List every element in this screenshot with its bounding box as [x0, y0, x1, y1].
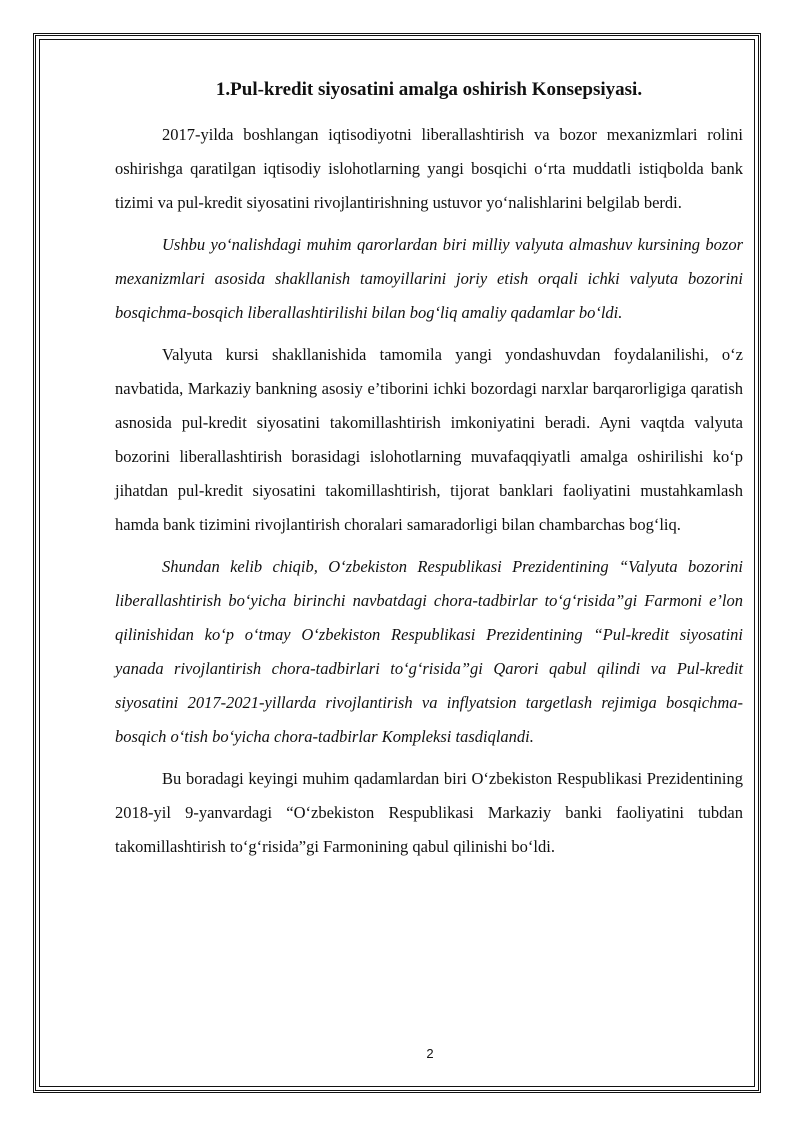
page-content	[115, 70, 743, 872]
document-title: 1.Pul-kredit siyosatini amalga oshirish Konsepsiyasi.	[215, 79, 643, 100]
paragraph-2: Ushbu yo‘nalishdagi muhim qarorlardan biri milliy valyuta almashuv kursining bozor mexanizmlari asosida shakllanish tamoyillarini joriy etish orqali ichki valyuta bozorini bosqichma-bosqich liberallashtirilishi bilan bog‘liq amaliy qadamlar bo‘ldi.	[115, 235, 743, 322]
paragraph-3: Valyuta kursi shakllanishida tamomila yangi yondashuvdan foydalanilishi, o‘z navbatida, Markaziy bankning asosiy e’tiborini ichki bozordagi narxlar barqarorligiga qaratish asnosida pul-kredit siyosatini takomillashtirish imkoniyatini beradi. Ayni vaqtda valyuta bozorini liberallashtirish borasidagi islohotlarning muvafaqqiyatli amalga oshirilishi ko‘p jihatdan pul-kredit siyosatini takomillashtirish, tijorat banklari faoliyatini mustahkamlash hamda bank tizimini rivojlantirish choralari samaradorligi bilan chambarchas bog‘liq.	[115, 345, 743, 534]
paragraph-1: 2017-yilda boshlangan iqtisodiyotni liberallashtirish va bozor mexanizmlari rolini oshirishga qaratilgan iqtisodiy islohotlarning yangi bosqichi o‘rta muddatli istiqbolda bank tizimi va pul-kredit siyosatini rivojlantirishning ustuvor yo‘nalishlarini belgilab berdi.	[115, 125, 743, 212]
page-number: 2	[426, 1046, 434, 1061]
paragraph-5: Bu boradagi keyingi muhim qadamlardan biri O‘zbekiston Respublikasi Prezidentining 2018-yil 9-yanvardagi “O‘zbekiston Respublikasi Markaziy banki faoliyatini tubdan takomillashtirish to‘g‘risida”gi Farmonining qabul qilinishi bo‘ldi.	[115, 769, 743, 856]
paragraph-4: Shundan kelib chiqib, O‘zbekiston Respublikasi Prezidentining “Valyuta bozorini liberallashtirish bo‘yicha birinchi navbatdagi chora-tadbirlar to‘g‘risida”gi Farmoni e’lon qilinishidan ko‘p o‘tmay O‘zbekiston Respublikasi Prezidentining “Pul-kredit siyosatini yanada rivojlantirish chora-tadbirlari to‘g‘risida”gi Qarori qabul qilindi va Pul-kredit siyosatini 2017-2021-yillarda rivojlantirish va inflyatsion targetlash rejimiga bosqichma-bosqich o‘tish bo‘yicha chora-tadbirlar Kompleksi tasdiqlandi.	[115, 557, 743, 746]
